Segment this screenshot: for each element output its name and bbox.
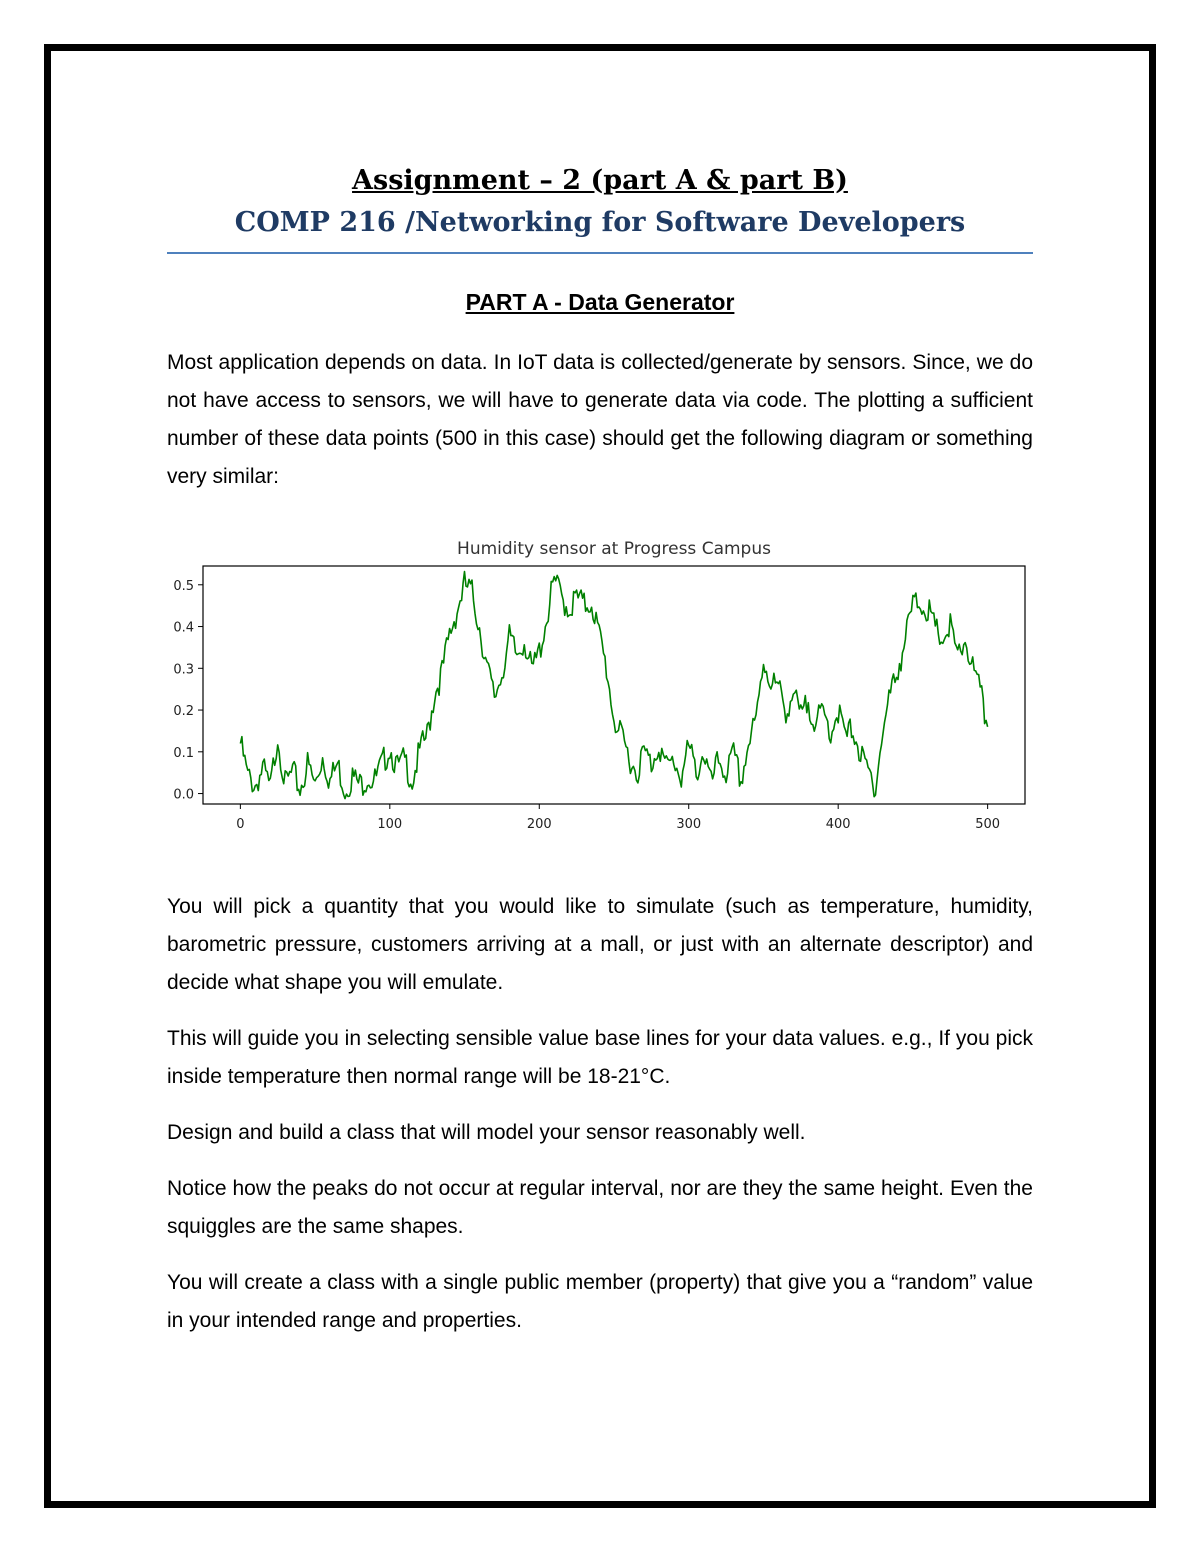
paragraph-baseline: This will guide you in selecting sensible value base lines for your data values. e.g., If you pick inside temperature then normal range will be 18-21°C. [167, 1027, 1033, 1088]
y-tick-label: 0.0 [173, 787, 194, 803]
paragraph-design: Design and build a class that will model your sensor reasonably well. [167, 1121, 806, 1144]
paragraph-quantity: You will pick a quantity that you would like to simulate (such as temperature, humidity, barometric pressure, customers arriving at a mall, or just with an alternate descriptor) and decide what shape you will emulate. [167, 895, 1033, 994]
title-divider [167, 252, 1033, 254]
y-tick-label: 0.4 [173, 620, 194, 636]
series-line-humidity [240, 572, 987, 799]
x-tick-label: 0 [236, 817, 245, 832]
paragraph-peaks: Notice how the peaks do not occur at regular interval, nor are they the same height. Even the squiggles are the same shapes. [167, 1177, 1033, 1238]
y-tick-label: 0.5 [173, 578, 194, 594]
intro-paragraph: Most application depends on data. In IoT data is collected/generate by sensors. Since, we do not have access to sensors, we will have to generate data via code. The plotting a sufficient number of these data points (500 in this case) should get the following diagram or something very similar: [167, 351, 1033, 488]
plot-area-frame [203, 566, 1025, 804]
assignment-title: Assignment – 2 (part A & part B) [352, 165, 848, 196]
paragraph-class: You will create a class with a single public member (property) that give you a “random” value in your intended range and properties. [167, 1271, 1033, 1332]
x-tick-label: 300 [676, 817, 702, 832]
chart-svg [153, 526, 1053, 846]
x-tick-label: 200 [526, 817, 552, 832]
course-subtitle: COMP 216 /Networking for Software Developers [234, 207, 966, 238]
document-body [167, 160, 1033, 1340]
x-tick-label: 500 [975, 817, 1001, 832]
section-heading: PART A - Data Generator [465, 289, 735, 315]
y-tick-label: 0.1 [173, 745, 194, 761]
chart-title: Humidity sensor at Progress Campus [457, 539, 771, 559]
y-tick-label: 0.2 [173, 704, 194, 720]
x-tick-label: 100 [377, 817, 403, 832]
y-tick-label: 0.3 [173, 662, 194, 678]
humidity-chart [153, 526, 1053, 846]
x-tick-label: 400 [825, 817, 851, 832]
